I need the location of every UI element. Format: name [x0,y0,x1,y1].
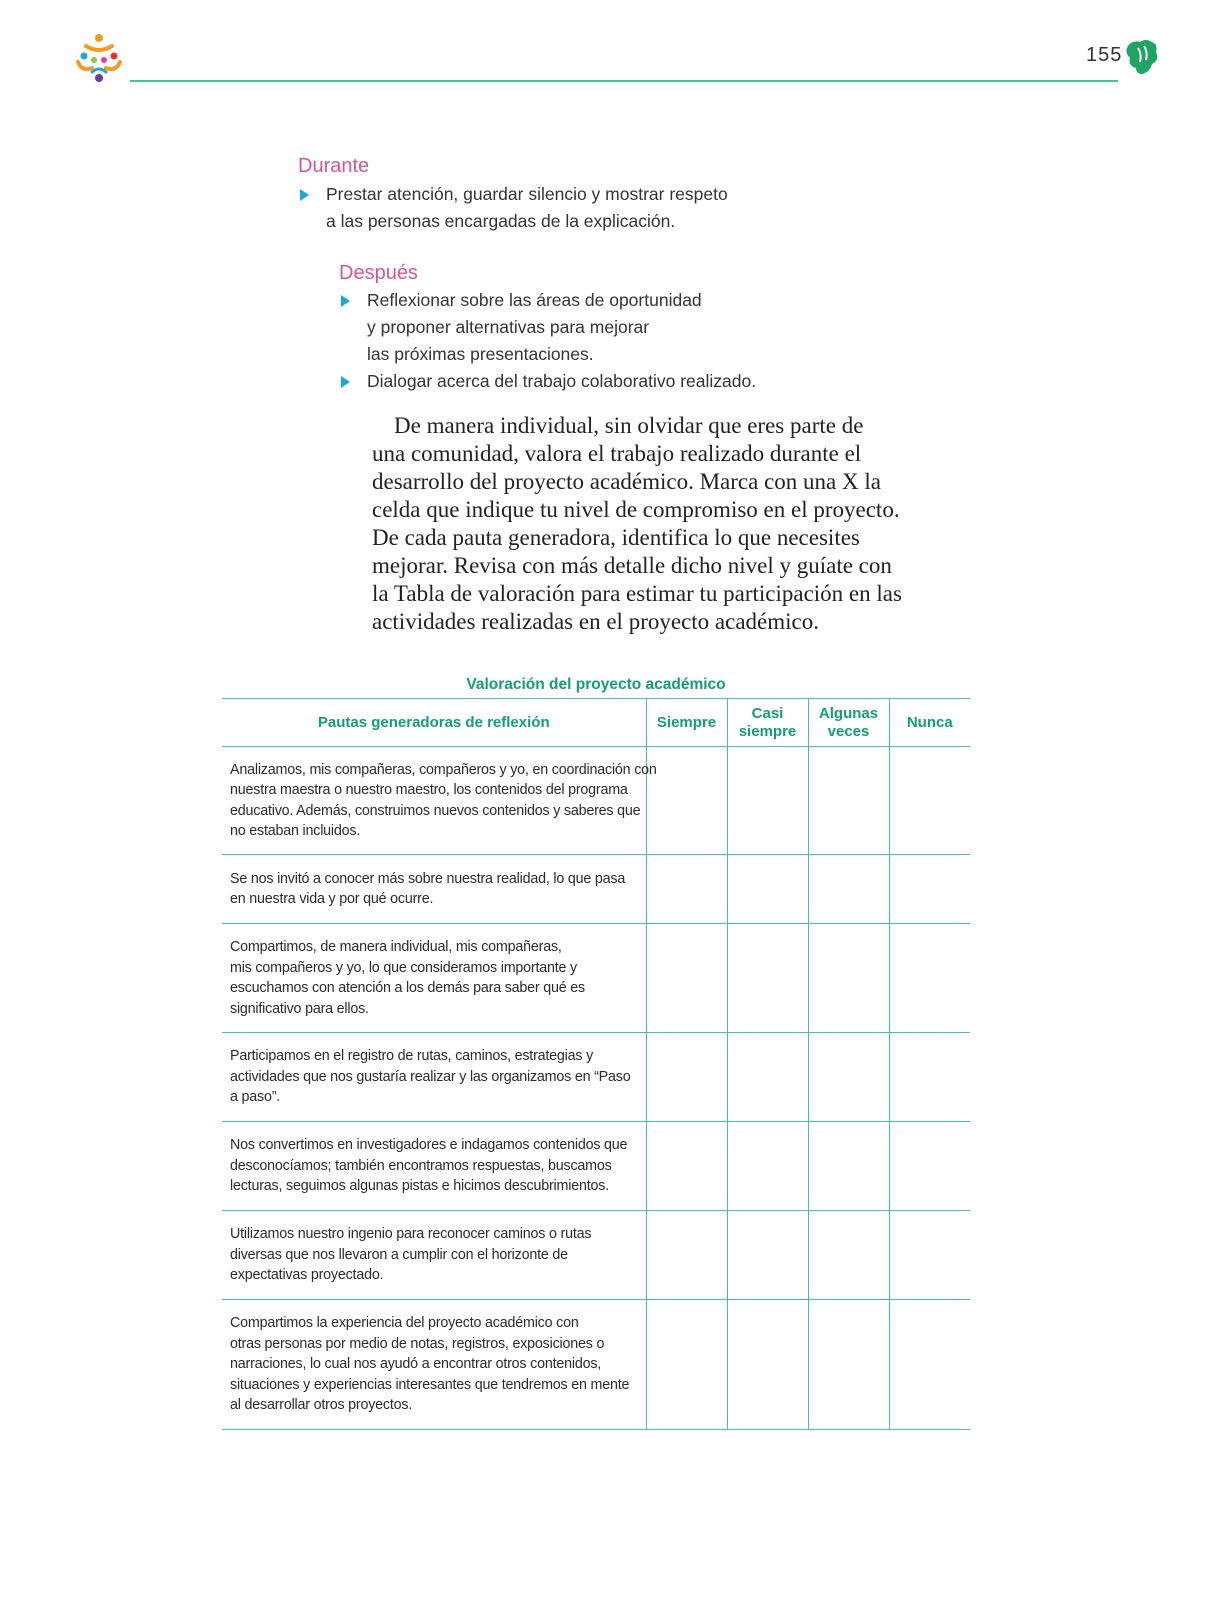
table-row [222,1300,970,1430]
instruction-paragraph: De manera individual, sin olvidar que eres parte de una comunidad, valora el trabajo realizado durante el desarrollo del proyecto académico. Marca con una X la celda que indique tu nivel de compromiso en el proyecto. De cada pauta generadora, identifica lo que necesites mejorar. Revisa con más detalle dicho nivel y guíate con la Tabla de valoración para estimar tu participación en las actividades realizadas en el proyecto académico. [372,413,902,634]
table-row [222,855,970,924]
siempre-cell[interactable] [646,1300,727,1430]
table-row [222,1033,970,1122]
nunca-cell[interactable] [889,1033,970,1122]
table-row [222,1122,970,1211]
algunas-veces-cell[interactable] [808,1211,889,1300]
casi-siempre-cell[interactable] [727,1211,808,1300]
green-leaf-mark-icon [1124,38,1160,76]
bullet-arrow-icon [341,295,350,307]
algunas-veces-cell[interactable] [808,747,889,855]
statement-cell: Participamos en el registro de rutas, caminos, estrategias y actividades que nos gustaría realizar y las organizamos en “Paso a paso”. [222,1033,646,1122]
assessment-table [222,698,970,1430]
table-header-row [222,699,970,747]
algunas-veces-cell[interactable] [808,1122,889,1211]
algunas-veces-cell[interactable] [808,924,889,1033]
casi-siempre-cell[interactable] [727,747,808,855]
statement-cell: Compartimos, de manera individual, mis compañeras, mis compañeros y yo, lo que consideramos importante y escuchamos con atención a los demás para saber qué es significativo para ellos. [222,924,646,1033]
nunca-cell[interactable] [889,924,970,1033]
table-row [222,924,970,1033]
nunca-cell[interactable] [889,1122,970,1211]
table-row [222,1211,970,1300]
siempre-cell[interactable] [646,924,727,1033]
casi-siempre-cell[interactable] [727,1300,808,1430]
header-divider [130,80,1118,82]
statement-cell: Utilizamos nuestro ingenio para reconocer caminos o rutas diversas que nos llevaron a cumplir con el horizonte de expectativas proyectado. [222,1211,646,1300]
despues-list [339,287,756,395]
statement-cell: Nos convertimos en investigadores e indagamos contenidos que desconocíamos; también encontramos respuestas, buscamos lecturas, seguimos algunas pistas e hicimos descubrimientos. [222,1122,646,1211]
nunca-cell[interactable] [889,747,970,855]
list-item: Dialogar acerca del trabajo colaborativo realizado. [339,368,756,395]
table-caption: Valoración del proyecto académico [466,676,726,693]
nunca-cell[interactable] [889,855,970,924]
statement-cell: Compartimos la experiencia del proyecto académico con otras personas por medio de notas, registros, exposiciones o narraciones, lo cual nos ayudó a encontrar otros contenidos, situaciones y experiencias interesantes que tendremos en mente al desarrollar otros proyectos. [222,1300,646,1430]
nunca-cell[interactable] [889,1300,970,1430]
casi-siempre-cell[interactable] [727,855,808,924]
header-algunas-veces: Algunas veces [808,699,889,747]
durante-title: Durante [298,155,370,177]
siempre-cell[interactable] [646,747,727,855]
casi-siempre-cell[interactable] [727,1033,808,1122]
header-casi-siempre: Casi siempre [727,699,808,747]
page-number: 155 [1086,44,1123,66]
header-siempre: Siempre [646,699,727,747]
list-item: Prestar atención, guardar silencio y mostrar respeto a las personas encargadas de la explicación. [298,181,728,235]
algunas-veces-cell[interactable] [808,855,889,924]
list-item: Reflexionar sobre las áreas de oportunidad y proponer alternativas para mejorar las próximas presentaciones. [339,287,756,368]
algunas-veces-cell[interactable] [808,1033,889,1122]
despues-title: Después [339,262,418,284]
siempre-cell[interactable] [646,1211,727,1300]
table-row [222,747,970,855]
header-nunca: Nunca [889,699,970,747]
durante-list [298,181,728,235]
colorful-people-logo-icon [72,32,126,86]
header-pautas: Pautas generadoras de reflexión [222,699,646,747]
casi-siempre-cell[interactable] [727,1122,808,1211]
statement-cell: Analizamos, mis compañeras, compañeros y yo, en coordinación con nuestra maestra o nuestro maestro, los contenidos del programa educativo. Además, construimos nuevos contenidos y saberes que no estaban incluidos. [222,747,646,855]
siempre-cell[interactable] [646,1033,727,1122]
bullet-arrow-icon [341,376,350,388]
nunca-cell[interactable] [889,1211,970,1300]
statement-cell: Se nos invitó a conocer más sobre nuestra realidad, lo que pasa en nuestra vida y por qué ocurre. [222,855,646,924]
siempre-cell[interactable] [646,1122,727,1211]
siempre-cell[interactable] [646,855,727,924]
casi-siempre-cell[interactable] [727,924,808,1033]
bullet-arrow-icon [300,189,309,201]
algunas-veces-cell[interactable] [808,1300,889,1430]
